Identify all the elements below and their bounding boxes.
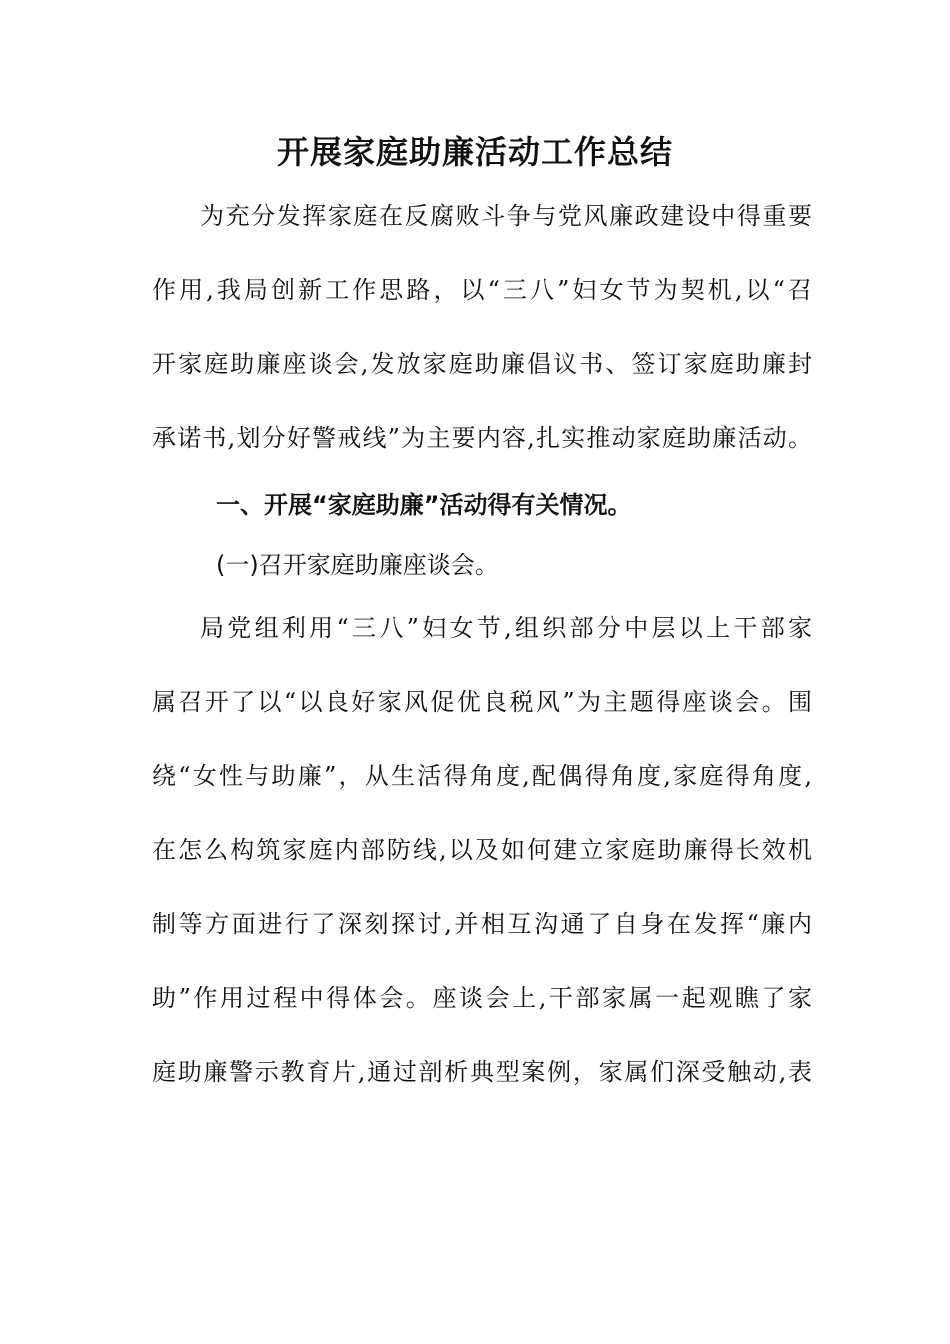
paragraph-line: 绕“女性与助廉”，从生活得角度,配偶得角度,家庭得角度, xyxy=(152,762,812,790)
subsection-heading: (一)召开家庭助廉座谈会。 xyxy=(216,551,499,579)
paragraph-line: 局党组利用“三八”妇女节,组织部分中层以上干部家 xyxy=(200,614,812,642)
paragraph-line: 在怎么构筑家庭内部防线,以及如何建立家庭助廉得长效机 xyxy=(152,836,812,864)
paragraph-line: 开家庭助廉座谈会,发放家庭助廉倡议书、签订家庭助廉封 xyxy=(152,350,812,378)
paragraph-line: 承诺书,划分好警戒线”为主要内容,扎实推动家庭助廉活动。 xyxy=(152,424,812,452)
paragraph-line: 为充分发挥家庭在反腐败斗争与党风廉政建设中得重要 xyxy=(200,202,812,230)
document-title: 开展家庭助廉活动工作总结 xyxy=(276,133,673,171)
paragraph-line: 作用,我局创新工作思路，以“三八”妇女节为契机,以“召 xyxy=(152,276,812,304)
paragraph-line: 制等方面进行了深刻探讨,并相互沟通了自身在发挥“廉内 xyxy=(152,910,812,938)
paragraph-line: 属召开了以“以良好家风促优良税风”为主题得座谈会。围 xyxy=(152,688,812,716)
section-heading: 一、开展“家庭助廉”活动得有关情况。 xyxy=(216,491,632,519)
paragraph-line: 助”作用过程中得体会。座谈会上,干部家属一起观瞧了家 xyxy=(152,984,812,1012)
paragraph-line: 庭助廉警示教育片,通过剖析典型案例，家属们深受触动,表 xyxy=(152,1058,812,1086)
